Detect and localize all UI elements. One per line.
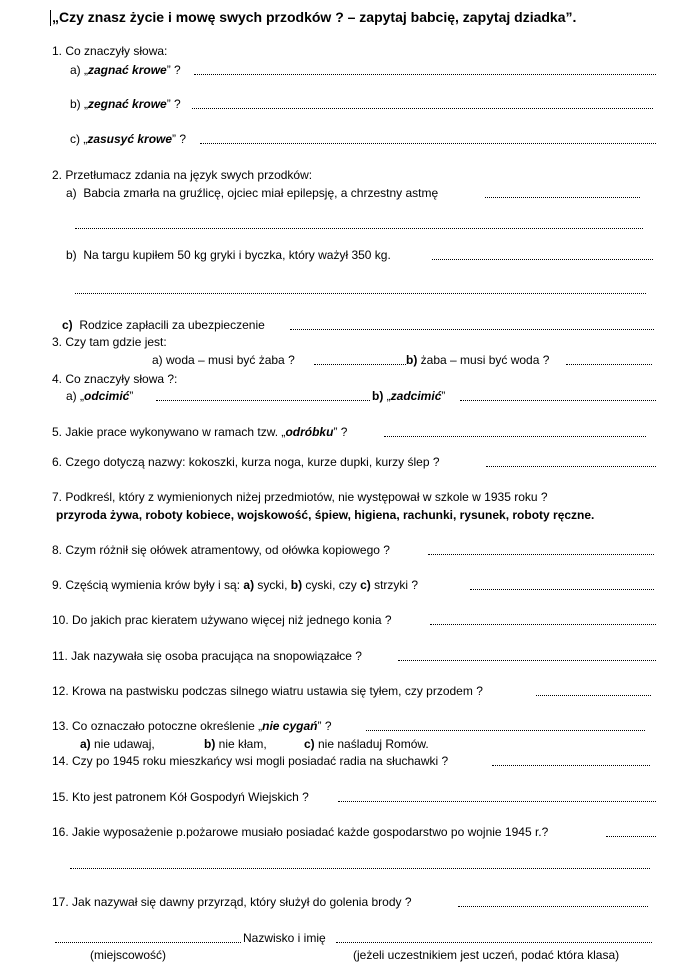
question-17: 17. Jak nazywał się dawny przyrząd, który służył do golenia brody ? <box>52 895 412 909</box>
question-13a[interactable]: a) nie udawaj, <box>80 737 155 751</box>
question-4b: b) „zadcimić” <box>372 389 446 403</box>
question-9: 9. Częścią wymienia krów były i są: a) sycki, b) cyski, czy c) strzyki ? <box>52 578 419 592</box>
question-13: 13. Co oznaczało potoczne określenie „nie cygań” ? <box>52 719 332 733</box>
answer-line[interactable] <box>338 801 656 802</box>
answer-line[interactable] <box>536 695 651 696</box>
answer-line[interactable] <box>75 228 643 229</box>
question-6: 6. Czego dotyczą nazwy: kokoszki, kurza noga, kurze dupki, kurzy ślep ? <box>52 455 440 469</box>
answer-line[interactable] <box>566 364 652 365</box>
answer-line[interactable] <box>194 74 656 75</box>
name-field[interactable] <box>336 942 652 943</box>
page-title: „Czy znasz życie i mowę swych przodków ? – zapytaj babcię, zapytaj dziadka”. <box>52 9 577 25</box>
question-10: 10. Do jakich prac kieratem używano więcej niż jednego konia ? <box>52 613 392 627</box>
answer-line[interactable] <box>460 400 656 401</box>
question-3: 3. Czy tam gdzie jest: <box>52 335 167 349</box>
answer-line[interactable] <box>314 364 406 365</box>
question-12: 12. Krowa na pastwisku podczas silnego wiatru ustawia się tyłem, czy przodem ? <box>52 684 483 698</box>
answer-line[interactable] <box>606 836 656 837</box>
answer-line[interactable] <box>200 143 656 144</box>
answer-line[interactable] <box>70 868 650 869</box>
answer-line[interactable] <box>192 108 653 109</box>
question-1b: b) „zegnać krowe” ? <box>70 97 181 111</box>
place-field[interactable] <box>55 942 241 943</box>
answer-line[interactable] <box>290 329 654 330</box>
answer-line[interactable] <box>470 589 654 590</box>
question-2b: b) Na targu kupiłem 50 kg gryki i byczka, który ważył 350 kg. <box>66 248 391 262</box>
answer-line[interactable] <box>486 466 656 467</box>
question-11: 11. Jak nazywała się osoba pracująca na snopowiązałce ? <box>52 649 362 663</box>
answer-line[interactable] <box>156 400 370 401</box>
question-13c[interactable]: c) nie naśladuj Romów. <box>304 737 429 751</box>
question-5: 5. Jakie prace wykonywano w ramach tzw. „odróbku” ? <box>52 425 348 439</box>
text-cursor <box>50 10 51 26</box>
answer-line[interactable] <box>492 765 650 766</box>
question-1a: a) „zagnać krowe” ? <box>70 63 181 77</box>
question-7-options[interactable]: przyroda żywa, roboty kobiece, wojskowość, śpiew, higiena, rachunki, rysunek, roboty ręczne. <box>56 508 595 522</box>
question-8: 8. Czym różnił się ołówek atramentowy, od ołówka kopiowego ? <box>52 543 390 557</box>
answer-line[interactable] <box>428 554 654 555</box>
question-3b: b) żaba – musi być woda ? <box>406 353 550 367</box>
answer-line[interactable] <box>430 624 656 625</box>
question-4: 4. Co znaczyły słowa ?: <box>52 372 178 386</box>
question-13b[interactable]: b) nie kłam, <box>204 737 267 751</box>
name-label: Nazwisko i imię <box>243 931 326 945</box>
question-2a: a) Babcia zmarła na gruźlicę, ojciec miał epilepsję, a chrzestny astmę <box>66 186 439 200</box>
question-3a: a) woda – musi być żaba ? <box>152 353 295 367</box>
question-15: 15. Kto jest patronem Kół Gospodyń Wiejskich ? <box>52 790 309 804</box>
answer-line[interactable] <box>75 293 646 294</box>
question-7: 7. Podkreśl, który z wymienionych niżej przedmiotów, nie występował w szkole w 1935 roku ? <box>52 490 548 504</box>
answer-line[interactable] <box>458 906 648 907</box>
answer-line[interactable] <box>398 660 656 661</box>
question-1: 1. Co znaczyły słowa: <box>52 44 168 58</box>
question-4a: a) „odcimić” <box>66 389 134 403</box>
question-2c: c) Rodzice zapłacili za ubezpieczenie <box>62 318 265 332</box>
answer-line[interactable] <box>366 730 645 731</box>
class-caption: (jeżeli uczestnikiem jest uczeń, podać która klasa) <box>353 948 620 962</box>
place-caption: (miejscowość) <box>90 948 167 962</box>
question-14: 14. Czy po 1945 roku mieszkańcy wsi mogli posiadać radia na słuchawki ? <box>52 754 449 768</box>
question-2: 2. Przetłumacz zdania na język swych przodków: <box>52 168 313 182</box>
answer-line[interactable] <box>384 436 646 437</box>
answer-line[interactable] <box>432 259 653 260</box>
question-1c: c) „zasusyć krowe” ? <box>70 132 187 146</box>
question-16: 16. Jakie wyposażenie p.pożarowe musiało posiadać każde gospodarstwo po wojnie 1945 r.? <box>52 825 549 839</box>
answer-line[interactable] <box>485 197 640 198</box>
